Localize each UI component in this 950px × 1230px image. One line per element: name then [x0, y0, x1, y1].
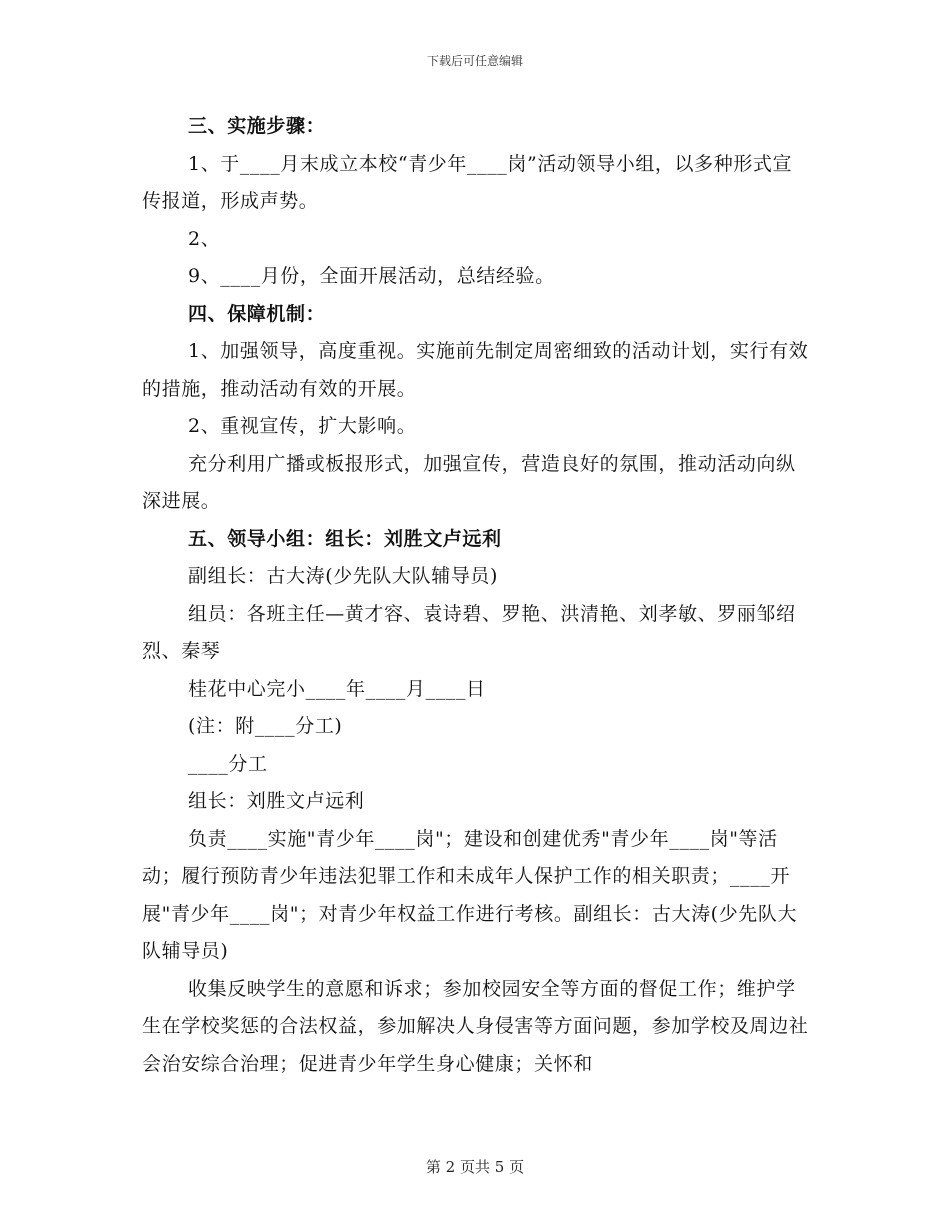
paragraph: 1、加强领导，高度重视。实施前先制定周密细致的活动计划，实行有效的措施，推动活动有效的开展。 [142, 340, 809, 400]
page-header: 下载后可任意编辑 [426, 54, 523, 68]
paragraph: 9、____月份，全面开展活动，总结经验。 [188, 265, 555, 287]
paragraph: 2、重视宣传，扩大影响。 [188, 415, 417, 437]
paragraph: 副组长：古大涛(少先队大队辅导员) [188, 565, 499, 587]
page-footer: 第 2 页共 5 页 [425, 1158, 525, 1176]
paragraph: 负责____实施"青少年____岗"；建设和创建优秀"青少年____岗"等活动；履行预防青少年违法犯罪工作和未成年人保护工作的相关职责；____开展"青少年____岗"；对青少年权益工作进行考核。副组长：古大涛(少先队大队辅导员) [142, 827, 798, 962]
paragraph: (注：附____分工) [188, 715, 343, 737]
section-heading-guarantee-mechanism: 四、保障机制： [188, 302, 326, 325]
paragraph: 桂花中心完小____年____月____日 [188, 677, 486, 700]
paragraph: 收集反映学生的意愿和诉求；参加校园安全等方面的督促工作；维护学生在学校奖惩的合法权益，参加解决人身侵害等方面问题，参加学校及周边社会治安综合治理；促进青少年学生身心健康；关怀和 [142, 977, 809, 1075]
section-heading-implementation-steps: 三、实施步骤： [188, 115, 326, 137]
paragraph: 组员：各班主任—黄才容、袁诗碧、罗艳、洪清艳、刘孝敏、罗丽邹绍烈、秦琴 [142, 602, 796, 662]
paragraph: 充分利用广播或板报形式，加强宣传，营造良好的氛围，推动活动向纵深进展。 [142, 452, 796, 512]
section-heading-leadership-group: 五、领导小组：组长：刘胜文卢远利 [188, 527, 502, 550]
paragraph: 1、于____月末成立本校“青少年____岗”活动领导小组，以多种形式宣传报道，形成声势。 [142, 152, 793, 212]
paragraph: 组长：刘胜文卢远利 [188, 790, 365, 812]
paragraph: 2、 [188, 227, 221, 250]
document-body [142, 108, 810, 1083]
paragraph: ____分工 [188, 752, 268, 775]
